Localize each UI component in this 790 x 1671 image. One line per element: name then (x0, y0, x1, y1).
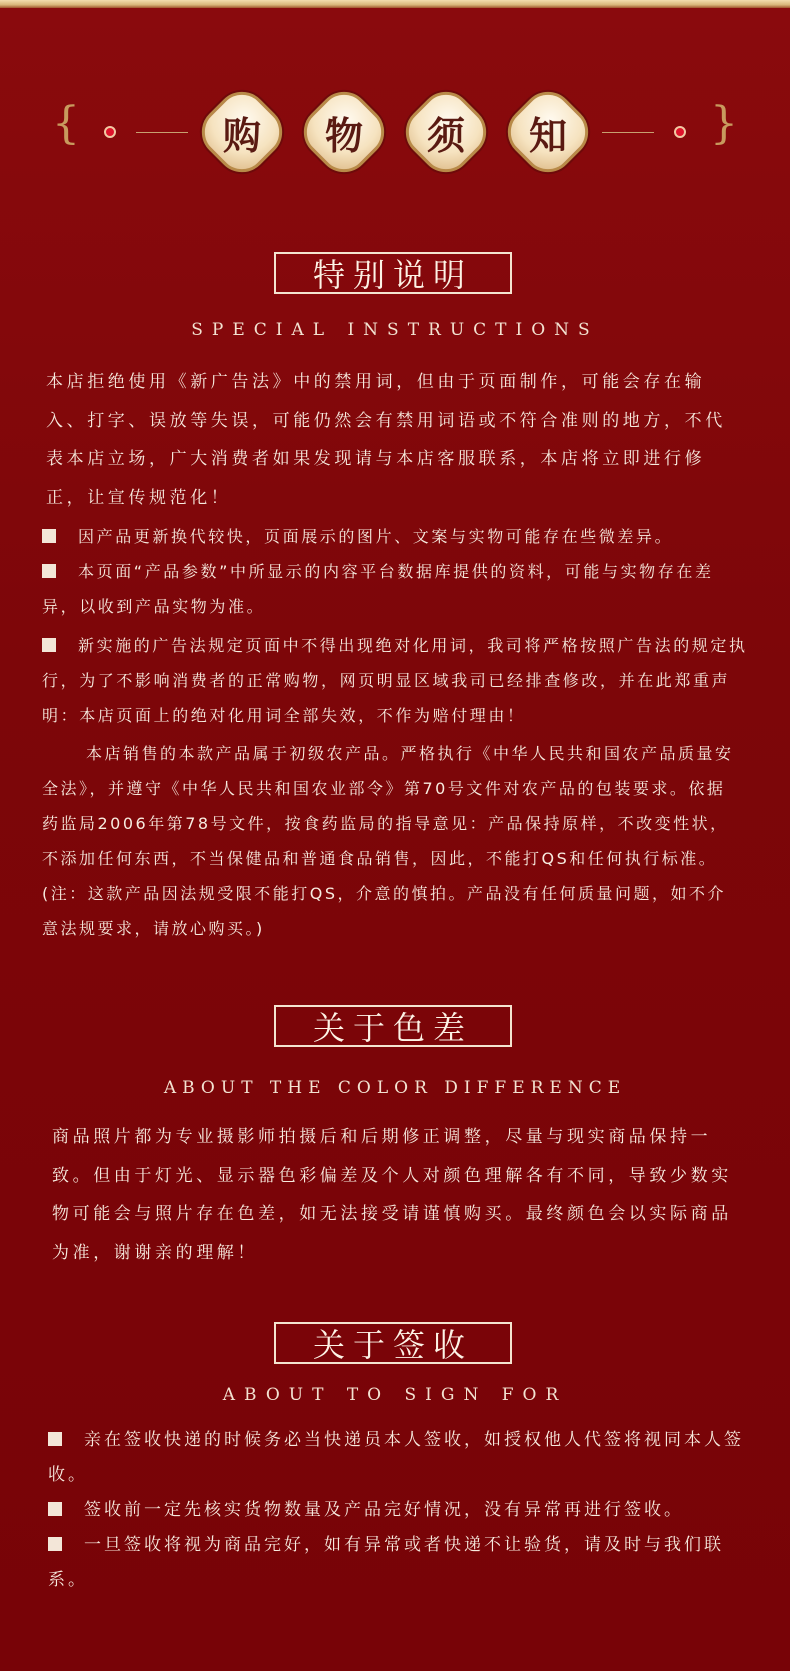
color-section-title: 关于色差 (274, 1005, 512, 1047)
special-intro-text: 本店拒绝使用《新广告法》中的禁用词，但由于页面制作，可能会存在输入、打字、误放等失误，可能仍然会有禁用词语或不符合准则的地方，不代表本店立场，广大消费者如果发现请与本店客服联系，本店将立即进行修正，让宣传规范化！ (46, 372, 726, 508)
left-line-ornament (136, 132, 188, 133)
title-char: 购 (222, 112, 261, 158)
list-item-text: 亲在签收快递的时候务必当快递员本人签收，如授权他人代签将视同本人签收。 (48, 1430, 744, 1485)
list-item-text: 因产品更新换代较快，页面展示的图片、文案与实物可能存在些微差异。 (78, 527, 674, 546)
left-dot-ornament (104, 126, 116, 138)
list-item (42, 628, 750, 733)
page-title (200, 90, 590, 180)
title-char: 物 (324, 112, 363, 158)
special-section-title: 特别说明 (274, 252, 512, 294)
special-section-subtitle: SPECIAL INSTRUCTIONS (191, 320, 599, 340)
list-item (48, 1423, 754, 1493)
list-item (42, 519, 750, 554)
list-item (42, 554, 750, 624)
title-char: 须 (426, 112, 465, 158)
list-item-text: 新实施的广告法规定页面中不得出现绝对化用词，我司将严格按照广告法的规定执行，为了不影响消费者的正常购物，网页明显区域我司已经排查修改，并在此郑重声明：本店页面上的绝对化用词全部失效，不作为赔付理由！ (42, 636, 748, 725)
list-item-text: 一旦签收将视为商品完好，如有异常或者快递不让验货，请及时与我们联系。 (48, 1535, 724, 1590)
color-section-subtitle: ABOUT THE COLOR DIFFERENCE (163, 1078, 627, 1098)
title-badge (506, 90, 590, 174)
square-bullet-icon (42, 529, 56, 543)
color-text: 商品照片都为专业摄影师拍摄后和后期修正调整，尽量与现实商品保持一致。但由于灯光、显示器色彩偏差及个人对颜色理解各有不同，导致少数实物可能会与照片存在色差，如无法接受请谨慎购买。最终颜色会以实际商品为准，谢谢亲的理解！ (52, 1127, 732, 1263)
special-note-text: 本店销售的本款产品属于初级农产品。严格执行《中华人民共和国农产品质量安全法》，并遵守《中华人民共和国农业部令》第70号文件对农产品的包装要求。依据药监局2006年第78号文件，按食药监局的指导意见：产品保持原样，不改变性状，不添加任何东西，不当保健品和普通食品销售，因此，不能打QS和任何执行标准。(注：这款产品因法规受限不能打QS，介意的慎拍。产品没有任何质量问题，如不介意法规要求，请放心购买。) (42, 744, 734, 938)
square-bullet-icon (48, 1537, 62, 1551)
list-item (48, 1528, 754, 1598)
sign-bullet-list (48, 1423, 754, 1598)
list-item-text: 签收前一定先核实货物数量及产品完好情况，没有异常再进行签收。 (84, 1500, 684, 1520)
square-bullet-icon (42, 564, 56, 578)
title-badge (404, 90, 488, 174)
list-item (48, 1493, 754, 1528)
square-bullet-icon (48, 1432, 62, 1446)
title-badge (200, 90, 284, 174)
left-brace-ornament: { (52, 98, 80, 149)
right-dot-ornament (674, 126, 686, 138)
sign-section-title: 关于签收 (274, 1322, 512, 1364)
right-line-ornament (602, 132, 654, 133)
special-bullet-list (42, 519, 750, 733)
top-border (0, 0, 790, 8)
square-bullet-icon (48, 1502, 62, 1516)
page-header (0, 84, 790, 184)
list-item-text: 本页面“产品参数”中所显示的内容平台数据库提供的资料，可能与实物存在差异，以收到产品实物为准。 (42, 562, 714, 616)
sign-section-subtitle: ABOUT TO SIGN FOR (222, 1385, 568, 1405)
title-char: 知 (528, 112, 567, 158)
title-badge (302, 90, 386, 174)
right-brace-ornament: } (710, 98, 738, 149)
square-bullet-icon (42, 638, 56, 652)
